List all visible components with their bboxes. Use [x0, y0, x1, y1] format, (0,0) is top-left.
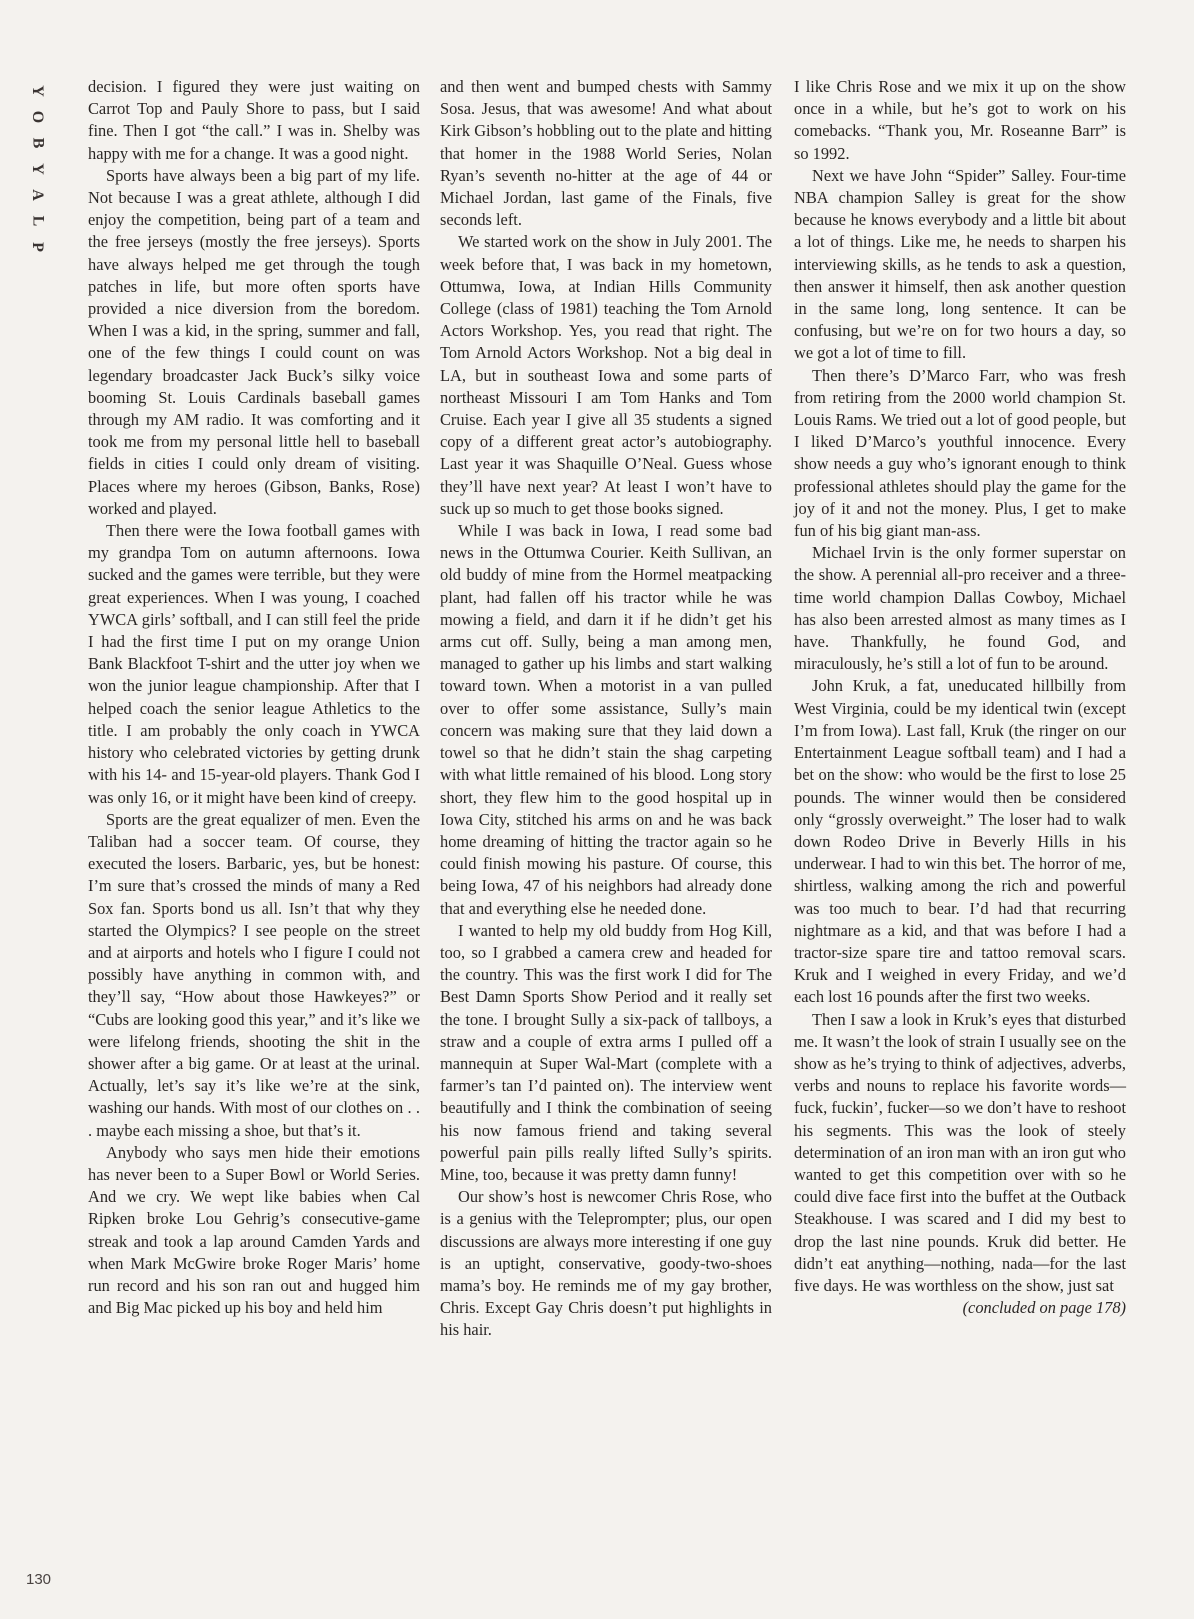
page-number: 130	[26, 1571, 52, 1588]
paragraph: Sports have always been a big part of my life. Not because I was a great athlete, although I did enjoy the competition, being part of a team and the free jerseys (mostly the free jerseys). Sports have always helped me get through the tough patches in life, but more often sports have provided a nice diversion from the boredom. When I was a kid, in the spring, summer and fall, one of the few things I could count on was legendary broadcaster Jack Buck’s silky voice booming St. Louis Cardinals baseball games through my AM radio. It was comforting and it took me from my personal little hell to baseball fields in cities I could only dream of visiting. Places where my heroes (Gibson, Banks, Rose) worked and played.	[88, 165, 420, 518]
masthead-letter: O	[28, 110, 46, 124]
paragraph: I like Chris Rose and we mix it up on the show once in a while, but he’s got to work on his comebacks. “Thank you, Mr. Roseanne Barr” is so 1992.	[794, 77, 1126, 163]
paragraph: Then I saw a look in Kruk’s eyes that disturbed me. It wasn’t the look of strain I usually see on the show as he’s trying to think of adjectives, adverbs, verbs and nouns to replace his favorite words—fuck, fuckin’, fucker—so we don’t have to reshoot his segments. This was the look of steely determination of an iron man with an iron gut who wanted to get this competition over with so he could dive face first into the buffet at the Outback Steakhouse. I was scared and I did my best to drop the last nine pounds. Kruk did better. He didn’t eat anything—nothing, nada—for the last five days. He was worthless on the show, just sat	[794, 1009, 1126, 1295]
paragraph: Next we have John “Spider” Salley. Four-time NBA champion Salley is great for the show because he knows everybody and a little bit about a lot of things. Like me, he needs to sharpen his interviewing skills, as he tends to ask a question, then answer it himself, then ask another question in the same long, long sentence. It can be confusing, but we’re on for two hours a day, so we got a lot of time to fill.	[794, 165, 1126, 363]
continuation-note: (concluded on page 178)	[962, 1298, 1126, 1318]
paragraph: and then went and bumped chests with Sammy Sosa. Jesus, that was awesome! And what about Kirk Gibson’s hobbling out to the plate and hitting that homer in the 1988 World Series, Nolan Ryan’s seventh no-hitter at the age of 44 or Michael Jordan, last game of the Finals, five seconds left.	[440, 77, 772, 230]
masthead-letter: Y	[29, 85, 46, 97]
masthead-letter: Y	[29, 163, 46, 175]
paragraph: John Kruk, a fat, uneducated hillbilly from West Virginia, could be my identical twin (except I’m from Iowa). Last fall, Kruk (the ringer on our Entertainment League softball team) and I had a bet on the show: who would be the first to lose 25 pounds. The winner would then be considered only “grossly overweight.” The loser had to walk down Rodeo Drive in Beverly Hills in his underwear. I had to win this bet. The horror of me, shirtless, walking among the rich and powerful was too much to bear. I’d had that recurring nightmare as a kid, and that was before I had a tractor-size spare tire and tattoo removal scars. Kruk and I weighed in every Friday, and we’d each lost 16 pounds after the first two weeks.	[794, 676, 1126, 1007]
masthead-letter: L	[28, 215, 46, 227]
paragraph: We started work on the show in July 2001. The week before that, I was back in my hometown, Ottumwa, Iowa, at Indian Hills Community College (class of 1981) teaching the Tom Arnold Actors Workshop. Yes, you read that right. The Tom Arnold Actors Workshop. Not a big deal in LA, but in southeast Iowa and some parts of northeast Missouri I am Tom Hanks and Tom Cruise. Each year I give all 35 students a signed copy of a different great actor’s autobiography. Last year it was Shaquille O’Neal. Guess whose they’ll have next year? At least I won’t have to suck up so much to get those books signed.	[440, 232, 772, 518]
paragraph: Then there were the Iowa football games with my grandpa Tom on autumn afternoons. Iowa sucked and the games were terrible, but they were great experiences. When I was young, I coached YWCA girls’ softball, and I can still feel the pride I had the first time I put on my orange Union Bank Blackfoot T-shirt and the utter joy when we won the junior league championship. After that I helped coach the senior league Athletics to the title. I am probably the only coach in YWCA history who celebrated victories by getting drunk with his 14- and 15-year-old players. Thank God I was only 16, or it might have been kind of creepy.	[88, 521, 420, 807]
masthead-letter: B	[28, 137, 46, 149]
paragraph: Then there’s D’Marco Farr, who was fresh from retiring from the 2000 world champion St. Louis Rams. We tried out a lot of good people, but I liked D’Marco’s youthful innocence. Every show needs a guy who’s ignorant enough to think professional athletes should play the game for the joy of it and not the money. Plus, I get to make fun of his big giant man-ass.	[794, 365, 1126, 541]
paragraph: decision. I figured they were just waiting on Carrot Top and Pauly Shore to pass, but I said fine. Then I got “the call.” I was in. Shelby was happy with me for a change. It was a good night.	[88, 77, 420, 163]
article-column-1	[88, 76, 420, 1319]
paragraph: While I was back in Iowa, I read some bad news in the Ottumwa Courier. Keith Sullivan, an old buddy of mine from the Hormel meatpacking plant, had fallen off his tractor while he was mowing a field, and darn it if he didn’t get his arms cut off. Sully, being a man among men, managed to gather up his limbs and start walking toward town. When a motorist in a van pulled over to offer some assistance, Sully’s main concern was making sure that they laid down a towel so that he didn’t stain the shag carpeting with what little remained of his blood. Long story short, they flew him to the good hospital up in Iowa City, stitched his arms on and he was back home dreaming of hitting the tractor again so he could finish mowing his pasture. Of course, this being Iowa, 47 of his neighbors had already done that and everything else he needed done.	[440, 521, 772, 918]
article-column-2	[440, 76, 772, 1342]
paragraph: Anybody who says men hide their emotions has never been to a Super Bowl or World Series. And we cry. We wept like babies when Cal Ripken broke Lou Gehrig’s consecutive-game streak and took a lap around Camden Yards and when Mark McGwire broke Roger Maris’ home run record and his son ran out and hugged him and Big Mac picked up his boy and held him	[88, 1142, 420, 1318]
paragraph: Our show’s host is newcomer Chris Rose, who is a genius with the Teleprompter; plus, our open discussions are always more interesting if one guy is an uptight, conservative, goody-two-shoes mama’s boy. He reminds me of my gay brother, Chris. Except Gay Chris doesn’t put highlights in his hair.	[440, 1187, 772, 1340]
playboy-vertical-masthead	[26, 78, 48, 260]
article-column-3	[794, 76, 1126, 1319]
paragraph: I wanted to help my old buddy from Hog Kill, too, so I grabbed a camera crew and headed for the country. This was the first work I did for The Best Damn Sports Show Period and it really set the tone. I brought Sully a six-pack of tallboys, a straw and a couple of extra arms I pulled off a mannequin at Super Wal-Mart (complete with a farmer’s tan I’d painted on). The interview went beautifully and I think the combination of seeing his now famous friend and taking several powerful pain pills really lifted Sully’s spirits. Mine, too, because it was pretty damn funny!	[440, 920, 772, 1184]
masthead-letter: A	[29, 189, 46, 201]
paragraph: Michael Irvin is the only former superstar on the show. A perennial all-pro receiver and a three-time world champion Dallas Cowboy, Michael has also been arrested almost as many times as I have. Thankfully, he found God, and miraculously, he’s still a lot of fun to be around.	[794, 543, 1126, 674]
paragraph: Sports are the great equalizer of men. Even the Taliban had a soccer team. Of course, they executed the losers. Barbaric, yes, but be honest: I’m sure that’s crossed the minds of many a Red Sox fan. Sports bond us all. Isn’t that why they started the Olympics? I see people on the street and at airports and hotels who I figure I could not possibly have anything in common with, and they’ll say, “How about those Hawkeyes?” or “Cubs are looking good this year,” and it’s like we were lifelong friends, shooting the shit in the shower after a big game. Or at least at the urinal. Actually, let’s say it’s like we’re at the sink, washing our hands. With most of our clothes on . . . maybe each missing a shoe, but that’s it.	[88, 809, 420, 1140]
masthead-letter: P	[29, 242, 46, 252]
